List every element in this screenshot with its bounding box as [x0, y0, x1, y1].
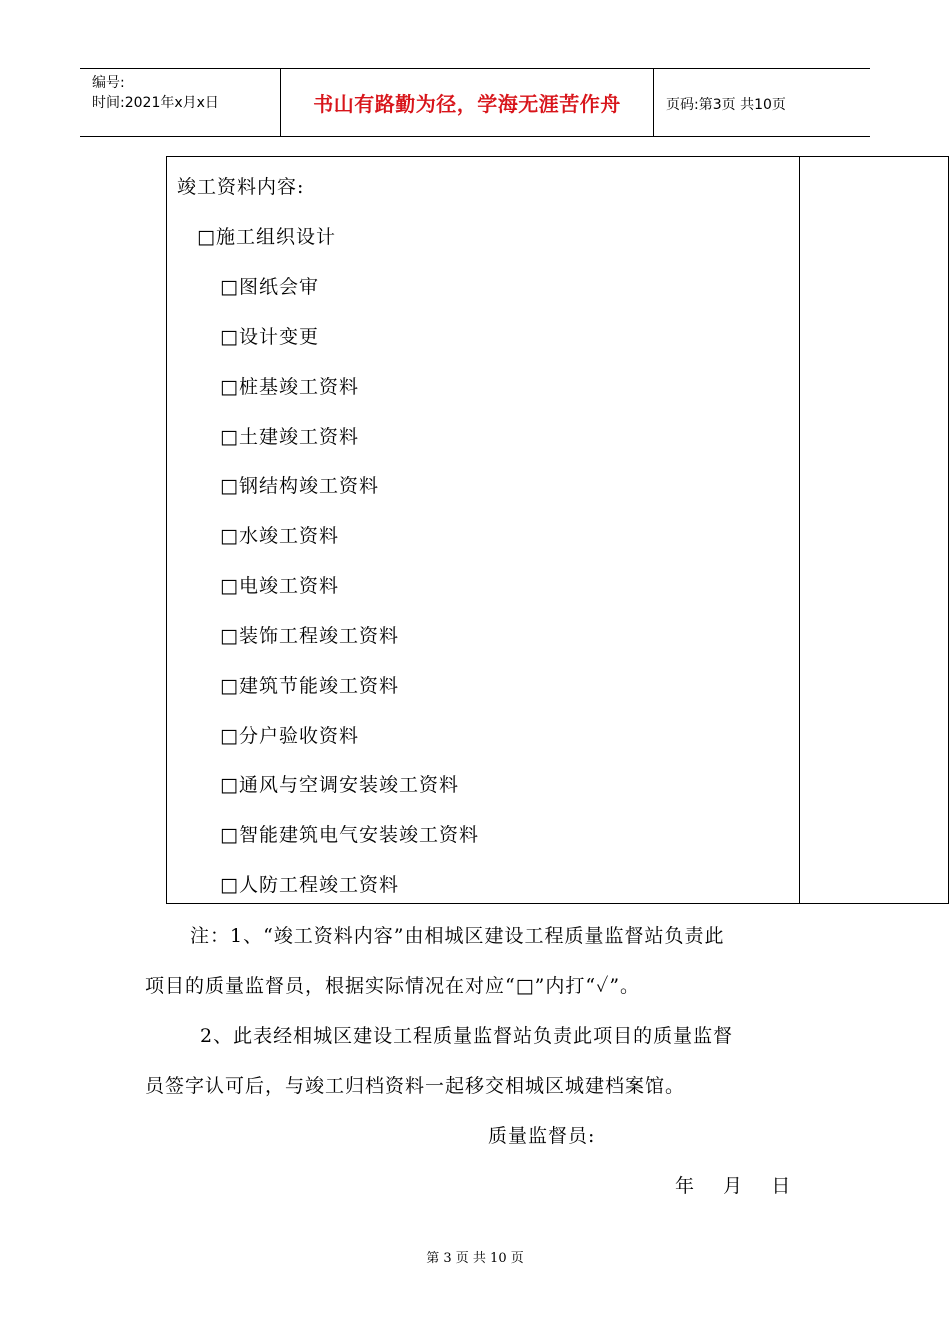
checklist-item[interactable]: □分户验收资料 [220, 725, 359, 747]
time-label: 时间:2021年x月x日 [92, 95, 219, 111]
checklist-item[interactable]: □建筑节能竣工资料 [220, 675, 399, 697]
supervisor-label: 质量监督员: [488, 1125, 596, 1147]
header-meta-cell [80, 69, 281, 136]
header-slogan-cell [281, 69, 654, 136]
checklist-item[interactable]: □水竣工资料 [220, 525, 339, 547]
checklist-item[interactable]: □钢结构竣工资料 [220, 475, 379, 497]
checklist-item[interactable]: □通风与空调安装竣工资料 [220, 774, 459, 796]
note-line-4: 员签字认可后，与竣工归档资料一起移交相城区城建档案馆。 [145, 1075, 686, 1097]
page-header [80, 68, 870, 137]
page-footer: 第 3 页 共 10 页 [426, 1251, 524, 1266]
checklist-item[interactable]: □土建竣工资料 [220, 426, 359, 448]
note-line-2: 项目的质量监督员，根据实际情况在对应“□”内打“✓”。 [145, 975, 641, 997]
slogan-text: 书山有路勤为径，学海无涯苦作舟 [313, 92, 621, 116]
checklist-item[interactable]: □图纸会审 [220, 276, 319, 298]
checklist-item[interactable]: □人防工程竣工资料 [220, 874, 399, 896]
note-line-1: 注：1、“竣工资料内容”由相城区建设工程质量监督站负责此 [190, 925, 725, 947]
checklist-item[interactable]: □施工组织设计 [197, 226, 336, 248]
checklist-item[interactable]: □设计变更 [220, 326, 319, 348]
checklist-item[interactable]: □桩基竣工资料 [220, 376, 359, 398]
checklist-item[interactable]: □装饰工程竣工资料 [220, 625, 399, 647]
number-label: 编号: [92, 75, 125, 91]
section-title: 竣工资料内容: [177, 176, 305, 198]
checklist-item[interactable]: □智能建筑电气安装竣工资料 [220, 824, 479, 846]
page-info: 页码:第3页 共10页 [666, 97, 786, 113]
column-divider [799, 156, 800, 904]
note-line-3: 2、此表经相城区建设工程质量监督站负责此项目的质量监督 [200, 1025, 734, 1047]
table-right-border [948, 156, 949, 904]
checklist-item[interactable]: □电竣工资料 [220, 575, 339, 597]
completion-docs-table [166, 156, 949, 904]
date-line: 年 月 日 [675, 1175, 792, 1197]
